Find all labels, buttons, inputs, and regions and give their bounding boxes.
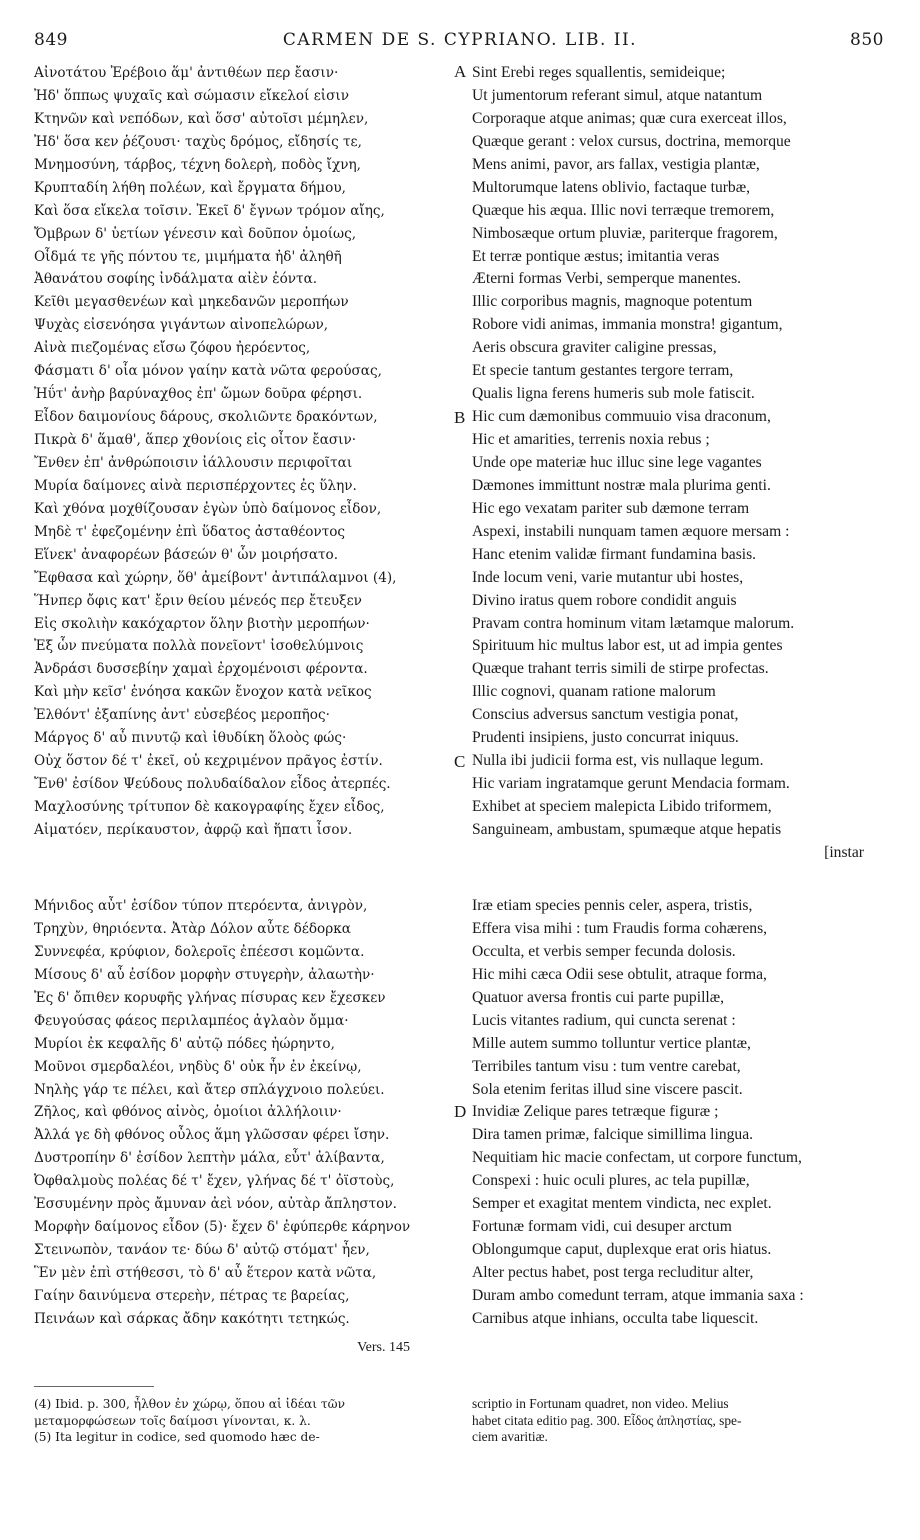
running-title: CARMEN DE S. CYPRIANO. LIB. II.: [282, 30, 638, 50]
margin-letter-a: A: [454, 62, 467, 81]
greek-verse-line: Φευγούσας φάεος περιλαμπέος ἀγλαὸν ὄμμα·: [34, 1012, 349, 1029]
latin-verse-line: Aeris obscura graviter caligine pressas,: [472, 339, 717, 357]
greek-verse-line: Ἐσσυμένην πρὸς ἄμυναν ἀεὶ νόον, αὐτὰρ ἄπληστον.: [34, 1196, 397, 1213]
latin-verse-line: Quatuor aversa frontis cui parte pupillæ,: [472, 988, 725, 1006]
greek-verse-line: Μυρία δαίμονες αἰνὰ περισπέρχοντες ἐς ὕλην.: [34, 477, 357, 494]
greek-verse-line: Αἰνοτάτου Ἐρέβοιο ἅμ' ἀντιθέων περ ἔασιν·: [34, 65, 339, 81]
latin-verse-line: Conspexi : huic oculi plures, ac tela pupillæ,: [472, 1172, 750, 1190]
greek-verse-line: Καὶ μὴν κεῖσ' ἐνόησα κακῶν ἔνοχον κατὰ νεῖκος: [34, 684, 372, 701]
margin-letter-b: B: [454, 408, 466, 427]
greek-verse-line: Ἓν μὲν ἐπὶ στήθεσσι, τὸ δ' αὖ ἕτερον κατὰ νῶτα,: [34, 1265, 377, 1281]
greek-verse-line: Κτηνῶν καὶ νεπόδων, καὶ ὅσσ' αὐτοῖσι μέμηλεν,: [34, 110, 369, 127]
latin-verse-line: Exhibet at speciem malepicta Libido triformem,: [472, 798, 772, 815]
footnote-line: habet citata editio pag. 300. Εἶδος ἀπληστίας, spe-: [472, 1412, 742, 1428]
latin-verse-continuation: [instar: [824, 843, 864, 861]
latin-text-block-1: [472, 62, 892, 865]
greek-verse-line: Μηδὲ τ' ἐφεζομένην ἐπὶ ὕδατος ἀσταθέοντος: [34, 523, 346, 540]
latin-verse-line: Nimbosæque ortum pluviæ, pariterque fragorem,: [472, 224, 778, 242]
greek-verse-line: Συννεφέα, κρύφιον, δολεροῖς ἐπέεσσι κομῶντα.: [34, 943, 365, 960]
greek-verse-line: Γαίην δαινύμενα στερεὴν, πέτρας τε βαρείας,: [34, 1287, 350, 1304]
greek-verse-line: Καὶ χθόνα μοχθίζουσαν ἐγὼν ὑπὸ δαίμονος εἶδον,: [34, 500, 382, 517]
latin-verse-line: Hic ego vexatam pariter sub dæmone terram: [472, 499, 750, 517]
greek-verse-line: Ὄμβρων δ' ὑετίων γένεσιν καὶ δοῦπον ὁμοίως,: [34, 225, 357, 242]
greek-verse-line: Οἶδμά τε γῆς πόντου τε, μιμήματα ἠδ' ἀληθῆ: [34, 248, 342, 265]
greek-verse-line: Ἔνθ' ἐσίδον Ψεύδους πολυδαίδαλον εἶδος ἀτερπές.: [34, 776, 391, 793]
greek-verse-line: Ἀθανάτου σοφίης ἰνδάλματα αἰὲν ἐόντα.: [34, 271, 318, 288]
greek-verse-line: Καὶ ὅσα εἴκελα τοῖσιν. Ἐκεῖ δ' ἔγνων τρόμον αἴης,: [34, 202, 385, 219]
greek-verse-line: Εἶδον δαιμονίους δάρους, σκολιῶντε δρακόντων,: [34, 409, 378, 426]
greek-verse-line: Ζῆλος, καὶ φθόνος αἰνὸς, ὁμοίιοι ἀλλήλοιιν·: [34, 1104, 342, 1121]
greek-verse-line: Ἠδ' ὅππως ψυχαῖς καὶ σώμασιν εἴκελοί εἰσιν: [34, 87, 349, 104]
latin-verse-line: Lucis vitantes radium, qui cuncta serenat :: [472, 1011, 736, 1029]
greek-verse-line: Ἔνθεν ἐπ' ἀνθρώποισιν ἰάλλουσιν περιφοῖται: [34, 454, 353, 471]
greek-verse-line: Μνημοσύνη, τάρβος, τέχνη δολερὴ, ποδὸς ἴχνη,: [34, 156, 361, 173]
greek-verse-line: Πεινάων καὶ σάρκας ἄδην κακότητι τετηκώς.: [34, 1310, 350, 1327]
latin-verse-line: Æterni formas Verbi, semperque manentes.: [472, 270, 742, 288]
greek-verse-line: Δυστροπίην δ' ἐσίδον λεπτὴν μάλα, εὖτ' ἀλίβαντα,: [34, 1150, 385, 1167]
latin-verse-line: Conscius adversus sanctum vestigia ponat,: [472, 706, 739, 724]
latin-verse-line: Illic cognovi, quanam ratione malorum: [472, 683, 716, 701]
latin-verse-line: Sola etenim feritas illud sine viscere pascit.: [472, 1080, 743, 1098]
latin-verse-line: Ut jumentorum referant simul, atque natantum: [472, 86, 763, 104]
latin-verse-line: Oblongumque caput, duplexque erat oris hiatus.: [472, 1241, 772, 1259]
greek-verse-line: Οὐχ ὅστον δέ τ' ἐκεῖ, οὐ κεχριμένον πρᾶγος ἐστίν.: [34, 753, 383, 770]
latin-verse-line: Spirituum hic multus labor est, ut ad impia gentes: [472, 637, 783, 655]
latin-verse-line: Carnibus atque inhians, occulta tabe liquescit.: [472, 1309, 759, 1327]
latin-verse-line: Effera visa mihi : tum Fraudis forma cohærens,: [472, 919, 768, 937]
latin-text-block-2: [472, 895, 892, 1331]
latin-verse-line: Illic corporibus magnis, magnoque potentum: [472, 293, 753, 311]
latin-verse-line: Fortunæ formam vidi, cui desuper arctum: [472, 1218, 732, 1236]
latin-verse-line: Et specie tantum gestantes tergore terram,: [472, 362, 734, 380]
latin-verse-line: Hic mihi cæca Odii sese obtulit, atraque forma,: [472, 965, 767, 983]
latin-verse-line: Nulla ibi judicii forma est, vis nullaque legum.: [472, 752, 764, 770]
greek-verse-line: Ἔφθασα καὶ χώρην, ὅθ' ἀμείβοντ' ἀντιπάλαμνοι (4),: [34, 569, 397, 586]
greek-verse-line: Ἥνπερ ὄφις κατ' ἔριν θείου μένεός περ ἔτευξεν: [34, 592, 362, 609]
greek-verse-line: Φάσματι δ' οἷα μόνον γαίην κατὰ νῶτα φερούσας,: [34, 363, 382, 380]
latin-verse-line: Dæmones immittunt nostræ mala plurima genti.: [472, 476, 771, 494]
footnote-line: (5) Ita legitur in codice, sed quomodo hæc de-: [34, 1430, 320, 1444]
footnotes-left: [34, 1396, 454, 1446]
latin-verse-line: Mille autem summo tolluntur vertice plantæ,: [472, 1034, 751, 1052]
greek-verse-line: Ὀφθαλμοὺς πολέας δέ τ' ἔχεν, γλήνας δέ τ' ὀϊστοὺς,: [34, 1173, 395, 1190]
latin-verse-line: Semper et exagitat mentem vindicta, nec explet.: [472, 1195, 772, 1213]
greek-verse-line: Εἰς σκολιὴν κακόχαρτον ὅλην βιοτὴν μεροπήων·: [34, 615, 370, 632]
latin-verse-line: Robore vidi animas, immania monstra! gigantum,: [472, 316, 783, 334]
latin-verse-line: Duram ambo comedunt terram, atque immania saxa :: [472, 1286, 804, 1304]
greek-verse-line: Κρυπταδίη λήθη πολέων, καὶ ἔργματα δήμου,: [34, 179, 346, 196]
latin-verse-line: Quæque his æqua. Illic novi terræque tremorem,: [472, 201, 775, 219]
latin-verse-line: Hic cum dæmonibus commuuio visa draconum,: [472, 408, 771, 426]
greek-verse-line: Ἀνδράσι δυσσεβίην χαμαὶ ἐρχομένοισι φέροντα.: [34, 661, 368, 678]
page-number-left: 849: [34, 30, 68, 50]
latin-verse-line: Et terræ pontique æstus; imitantia veras: [472, 247, 720, 265]
latin-verse-line: Terribiles tantum visu : tum ventre carebat,: [472, 1057, 741, 1075]
greek-text-block-2: [34, 895, 449, 1331]
latin-verse-line: Inde locum veni, varie mutantur ubi hostes,: [472, 568, 744, 586]
latin-verse-line: Unde ope materiæ huc illuc sine lege vagantes: [472, 453, 762, 471]
latin-verse-line: Multorumque latens oblivio, factaque turbæ,: [472, 178, 751, 196]
page-number-right: 850: [850, 30, 884, 50]
margin-letter-d: D: [454, 1102, 467, 1121]
greek-verse-line: Ἐλθόντ' ἐξαπίνης ἀντ' εὐσεβέος μεροπῆος·: [34, 707, 330, 724]
greek-verse-line: Μορφὴν δαίμονος εἶδον (5)· ἔχεν δ' ἐφύπερθε κάρηνον: [34, 1219, 411, 1236]
greek-verse-line: Πικρὰ δ' ἅμαθ', ἅπερ χθονίοις εἰς οἶτον ἔασιν·: [34, 432, 357, 448]
latin-verse-line: Quæque trahant terris simili de stirpe profectas.: [472, 660, 769, 678]
latin-verse-line: Invidiæ Zelique pares tetræque figuræ ;: [472, 1103, 719, 1121]
latin-verse-line: Sanguineam, ambustam, spumæque atque hepatis: [472, 820, 782, 838]
latin-verse-line: Hic variam ingratamque gerunt Mendacia formam.: [472, 775, 790, 793]
greek-verse-line: Ἠδ' ὅσα κεν ῥέζουσι· ταχὺς δρόμος, εἴδησίς τε,: [34, 133, 362, 150]
latin-verse-line: Occulta, et verbis semper fecunda dolosis.: [472, 942, 736, 960]
latin-verse-line: Quæque gerant : velox cursus, doctrina, memorque: [472, 132, 791, 150]
margin-letter-c: C: [454, 752, 466, 771]
latin-verse-line: Nequitiam hic macie confectam, ut corpore functum,: [472, 1149, 802, 1167]
latin-verse-line: Alter pectus habet, post terga recluditur alter,: [472, 1264, 754, 1281]
greek-verse-line: Ἀλλά γε δὴ φθόνος οὖλος ἅμη γλῶσσαν φέρει ἴσην.: [34, 1127, 390, 1144]
greek-verse-line: Μυρίοι ἐκ κεφαλῆς δ' αὐτῷ πόδες ἠώρηντο,: [34, 1035, 335, 1052]
latin-verse-line: Mens animi, pavor, ars fallax, vestigia plantæ,: [472, 155, 760, 173]
latin-verse-line: Hic et amarities, terrenis noxia rebus ;: [472, 431, 710, 448]
greek-verse-line: Αἱματόεν, περίκαυστον, ἀφρῷ καὶ ἥπατι ἶσον.: [34, 821, 353, 838]
latin-verse-line: Pravam contra hominum vitam lætamque malorum.: [472, 614, 795, 632]
greek-verse-line: Εἵνεκ' ἀναφορέων βάσεών θ' ὧν μοιρήσατο.: [34, 546, 339, 563]
latin-verse-line: Corporaque atque animas; quæ cura exerceat illos,: [472, 109, 787, 127]
latin-verse-line: Dira tamen primæ, falcique simillima lingua.: [472, 1126, 754, 1144]
greek-verse-line: Μαχλοσύνης τρίτυπον δὲ κακογραφίης ἔχεν εἶδος,: [34, 799, 385, 815]
latin-verse-line: Qualis ligna ferens humeris sub mole fatiscit.: [472, 385, 755, 403]
latin-verse-line: Hanc etenim validæ firmant fundamina basis.: [472, 545, 757, 563]
greek-verse-line: Μάργος δ' αὖ πινυτῷ καὶ ἰθυδίκη ὅλοὸς φώς·: [34, 730, 347, 747]
latin-verse-line: Divino iratus quem robore condidit anguis: [472, 591, 737, 609]
footnote-line: μεταμορφώσεων τοῖς δαίμοσι γίνονται, κ. λ.: [34, 1413, 311, 1428]
greek-text-block-1: [34, 62, 449, 842]
latin-verse-line: Iræ etiam species pennis celer, aspera, tristis,: [472, 897, 753, 914]
footnote-line: (4) Ibid. p. 300, ἦλθον ἐν χώρῳ, ὅπου αἱ ἰδέαι τῶν: [34, 1397, 345, 1411]
greek-verse-line: Ἠΰτ' ἀνὴρ βαρύναχθος ἐπ' ὤμων δοῦρα φέρησι.: [34, 386, 363, 403]
greek-verse-line: Μοῦνοι σμερδαλέοι, νηδὺς δ' οὐκ ἦν ἐν ἐκείνῳ,: [34, 1058, 362, 1075]
latin-verse-line: Prudenti insipiens, justo concurrat iniquus.: [472, 729, 739, 747]
greek-verse-line: Κεῖθι μεγασθενέων καὶ μηκεδανῶν μεροπήων: [34, 294, 349, 311]
footnote-divider: [34, 1386, 154, 1387]
latin-verse-line: Sint Erebi reges squallentis, semideique;: [472, 64, 726, 81]
greek-verse-line: Ἐς δ' ὄπιθεν κορυφῆς γλήνας πίσυρας κεν ἔχεσκεν: [34, 989, 386, 1006]
greek-verse-line: Τρηχὺν, θηριόεντα. Ἀτὰρ Δόλον αὖτε δέδορκα: [34, 920, 351, 937]
greek-verse-line: Μήνιδος αὖτ' ἐσίδον τύπον πτερόεντα, ἀνιγρὸν,: [34, 898, 368, 914]
greek-verse-line: Νηλὴς γάρ τε πέλει, καὶ ἄτερ σπλάγχνοιο πολεύει.: [34, 1081, 385, 1098]
greek-verse-line: Ψυχὰς εἰσενόησα γιγάντων αἰνοπελώρων,: [34, 317, 329, 334]
greek-verse-line: Στεινωπὸν, τανάον τε· δύω δ' αὐτῷ στόματ' ἦεν,: [34, 1242, 370, 1259]
greek-verse-line: Μίσους δ' αὖ ἐσίδον μορφὴν στυγερὴν, ἀλαωτὴν·: [34, 966, 375, 983]
greek-verse-line: Αἰνὰ πιεζομένας εἴσω ζόφου ἠερόεντος,: [34, 340, 311, 357]
verse-count-marker: Vers. 145: [357, 1340, 410, 1355]
footnote-line: ciem avaritiæ.: [472, 1429, 548, 1444]
latin-verse-line: Aspexi, instabili nunquam tamen æquore mersam :: [472, 522, 790, 540]
footnote-line: scriptio in Fortunam quadret, non video. Melius: [472, 1396, 729, 1411]
footnotes-right: [472, 1396, 892, 1446]
greek-verse-line: Ἐξ ὧν πνεύματα πολλὰ πονεῖοντ' ἰσοθελύμνοις: [34, 638, 364, 655]
